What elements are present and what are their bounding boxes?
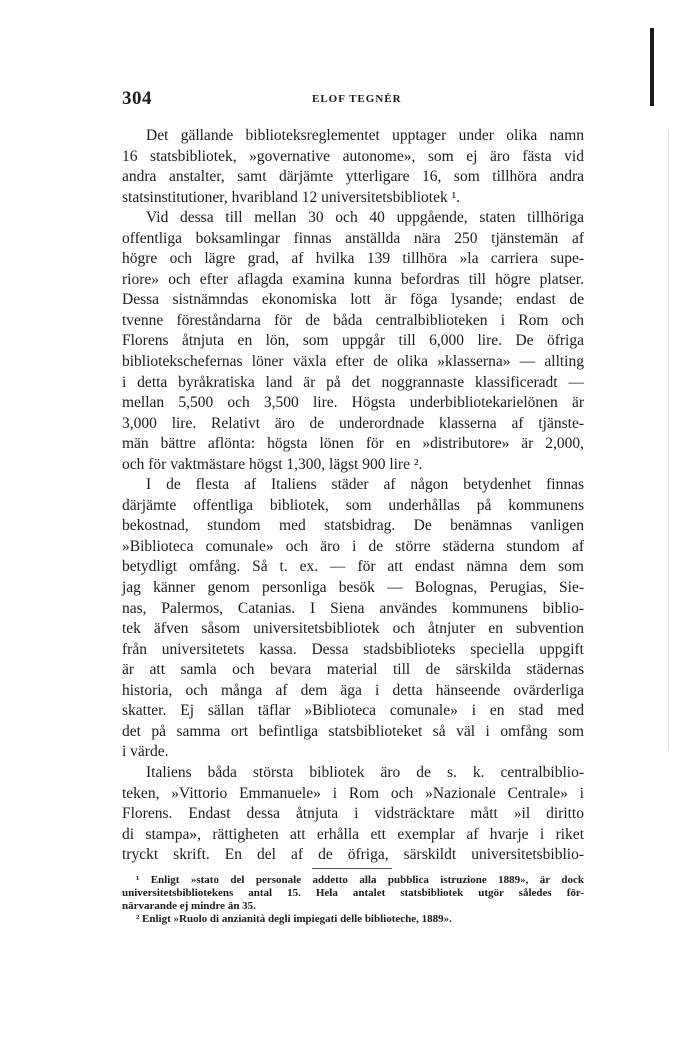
text-line: »Biblioteca comunale» och äro i de större städerna stundom af (122, 537, 584, 555)
running-head: ELOF TEGNÉR (312, 93, 402, 105)
text-line: historia, och många af dem äga i detta hänseende ovärderliga (122, 681, 584, 699)
text-line: nas, Palermos, Catanias. I Siena användes kommunens biblio- (122, 599, 584, 617)
text-line: män bättre aflönta: högsta lönen för en »distributore» är 2,000, (122, 435, 584, 453)
text-line: Florens åtnjuta en lön, som uppgår till 6,000 lire. De öfriga (122, 332, 584, 350)
text-line: och för vaktmästare högst 1,300, lägst 900 lire ². (122, 455, 423, 473)
page-number: 304 (122, 88, 152, 109)
text-line: I de flesta af Italiens städer af någon betydenhet finnas (146, 476, 584, 494)
text-line: högre och lägre grad, af hvilka 139 tillhöra »la carriera supe- (122, 250, 584, 268)
text-line: Det gällande biblioteksreglementet upptager under olika namn (146, 127, 584, 144)
scan-edge-line (668, 130, 669, 750)
text-line: tvenne föreståndarna för de båda centralbiblioteken i Rom och (122, 311, 584, 329)
text-line: i värde. (122, 743, 169, 761)
text-line: därjämte offentliga bibliotek, som underhållas på kommunens (122, 496, 584, 514)
footnote-line: närvarande ej mindre än 35. (122, 900, 256, 912)
text-line: di stampa», rättigheten att erhålla ett exemplar af hvarje i riket (122, 825, 584, 843)
text-line: Dessa sistnämndas ekonomiska lott är föga lysande; endast de (122, 291, 584, 309)
text-line: statsinstitutioner, hvaribland 12 universitetsbibliotek ¹. (122, 188, 461, 206)
text-line: riore» och efter aflagda examina kunna befordras till högre platser. (122, 270, 584, 288)
text-line: det på samma ort befintliga statsbiblioteket så väl i omfång som (122, 722, 584, 740)
footnotes (122, 874, 584, 926)
text-line: mellan 5,500 och 3,500 lire. Högsta underbibliotekarielönen är (122, 394, 584, 412)
text-line: tryckt skrift. En del af de öfriga, särskildt universitetsbiblio- (122, 846, 584, 864)
text-line: Vid dessa till mellan 30 och 40 uppgående, staten tillhöriga (146, 209, 584, 227)
footnote-line: ¹ Enligt »stato del personale addetto alla pubblica istruzione 1889», är dock (136, 874, 584, 886)
footnote-line: ² Enligt »Ruolo di anzianità degli impiegati delle biblioteche, 1889». (136, 913, 452, 925)
text-line: Italiens båda största bibliotek äro de s. k. centralbiblio- (146, 763, 584, 781)
footnote-divider (312, 868, 392, 869)
text-line: offentliga boksamlingar finnas anställda nära 250 tjänstemän af (122, 229, 584, 247)
text-line: 16 statsbibliotek, »governative autonome», som ej äro fästa vid (122, 147, 584, 165)
text-line: tek äfven såsom universitetsbibliotek och åtnjuter en subvention (122, 620, 584, 638)
text-line: bekostnad, stundom med statsbidrag. De benämnas vanligen (122, 517, 584, 535)
page-header (122, 88, 584, 112)
text-line: betydligt omfång. Så t. ex. — för att endast nämna dem som (122, 558, 584, 576)
footnote-line: universitetsbibliotekens antal 15. Hela antalet statsbibliotek utgör således för- (122, 887, 584, 899)
text-line: 3,000 lire. Relativt äro de underordnade klasserna af tjänste- (122, 414, 584, 432)
text-line: bibliotekschefernas löner växla efter de olika »klasserna» — allting (122, 353, 584, 371)
text-line: teken, »Vittorio Emmanuele» i Rom och »Nazionale Centrale» i (122, 784, 584, 802)
text-line: från universitetets kassa. Dessa stadsbiblioteks speciella uppgift (122, 640, 584, 658)
text-line: skatter. Ej sällan täflar »Biblioteca comunale» i en stad med (122, 702, 584, 720)
text-line: Florens. Endast dessa åtnjuta i vidsträcktare mått »il diritto (122, 805, 584, 823)
text-line: i detta byråkratiska land är på det noggrannaste klassificeradt — (122, 373, 584, 391)
body-text (122, 126, 584, 866)
text-line: jag känner genom personliga besök — Bolognas, Perugias, Sie- (122, 579, 584, 597)
text-line: är att samla och bevara material till de särskilda städernas (122, 661, 584, 679)
text-line: andra anstalter, samt därjämte ytterligare 16, som tillhöra andra (122, 168, 584, 186)
binding-edge-mark (650, 28, 654, 106)
